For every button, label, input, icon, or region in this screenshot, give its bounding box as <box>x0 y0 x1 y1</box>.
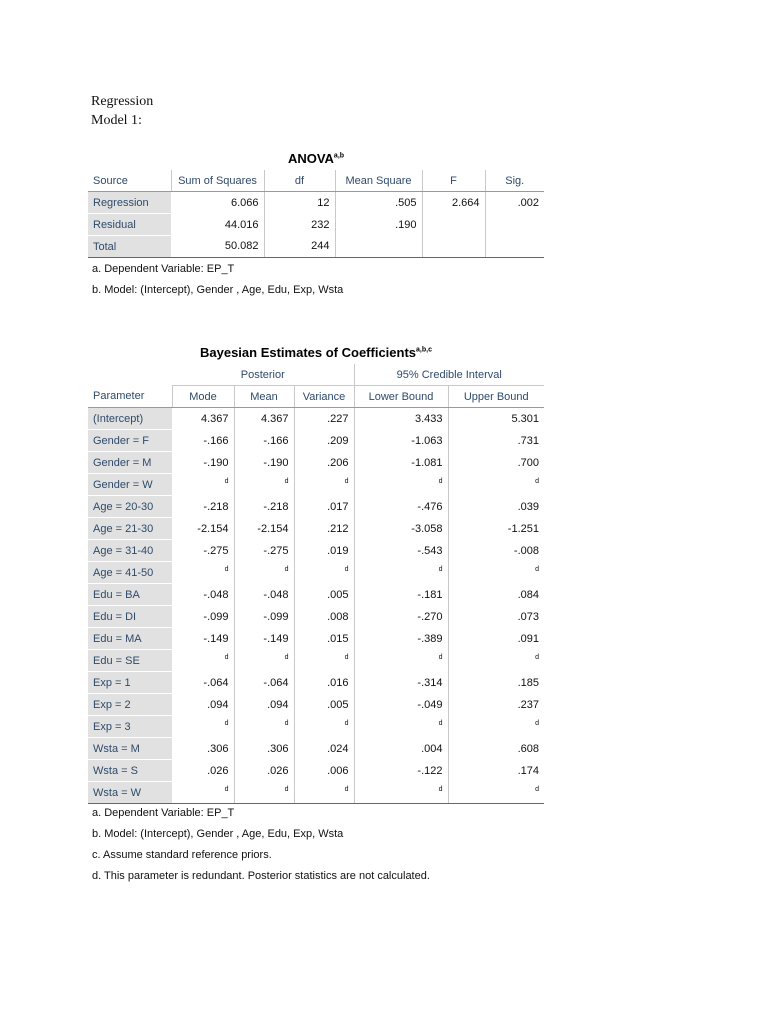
bayes-header-lower-bound: Lower Bound <box>354 386 448 408</box>
table-row <box>88 214 544 236</box>
cell: .008 <box>294 606 354 628</box>
bayes-header-mean: Mean <box>234 386 294 408</box>
table-row <box>88 650 544 672</box>
row-label: Exp = 2 <box>88 694 172 716</box>
cell: .017 <box>294 496 354 518</box>
cell: 4.367 <box>234 408 294 430</box>
redundant-cell <box>354 716 448 738</box>
bayes-title-footnote: a,b,c <box>416 346 432 354</box>
redundant-footnote-mark: d <box>535 478 539 486</box>
redundant-footnote-mark: d <box>535 566 539 574</box>
redundant-cell <box>294 562 354 584</box>
cell: .016 <box>294 672 354 694</box>
redundant-footnote-mark: d <box>438 785 443 793</box>
cell: .185 <box>448 672 544 694</box>
cell: -.008 <box>448 540 544 562</box>
cell: 44.016 <box>224 218 259 231</box>
cell: .094 <box>207 698 229 711</box>
cell: -.064 <box>203 676 229 689</box>
row-label: Gender = W <box>88 474 172 496</box>
redundant-cell <box>354 782 448 804</box>
cell: -.048 <box>234 584 294 606</box>
group-header-credible-interval: 95% Credible Interval <box>354 364 544 386</box>
bayes-footnote-a: a. Dependent Variable: EP_T <box>92 807 235 819</box>
row-label: Wsta = W <box>88 782 172 804</box>
row-label: (Intercept) <box>88 408 172 430</box>
cell: -2.154 <box>197 522 229 535</box>
row-label: Age = 41-50 <box>88 562 172 584</box>
section-heading: Regression <box>91 94 154 109</box>
bayes-group-header-row <box>88 364 544 386</box>
cell: -.389 <box>354 628 448 650</box>
redundant-footnote-mark: d <box>344 654 349 662</box>
redundant-footnote-mark: d <box>438 720 443 728</box>
redundant-cell <box>448 782 544 804</box>
table-row <box>88 628 544 650</box>
cell: -.543 <box>354 540 448 562</box>
cell: .019 <box>294 540 354 562</box>
cell <box>335 236 422 258</box>
cell: .209 <box>294 430 354 452</box>
cell: .094 <box>234 694 294 716</box>
anova-title-footnote: a,b <box>333 152 345 160</box>
anova-header-ss: Sum of Squares <box>171 170 264 192</box>
cell: 3.433 <box>354 408 448 430</box>
anova-table <box>88 170 544 258</box>
cell: .700 <box>448 452 544 474</box>
redundant-cell <box>234 782 294 804</box>
bayes-header-mode: Mode <box>172 386 234 408</box>
redundant-cell <box>448 650 544 672</box>
bayes-body <box>88 408 544 804</box>
cell: .084 <box>448 584 544 606</box>
table-row <box>88 584 544 606</box>
row-label: Edu = DI <box>88 606 172 628</box>
cell: .174 <box>448 760 544 782</box>
row-label: Edu = SE <box>88 650 172 672</box>
cell: -.099 <box>234 606 294 628</box>
row-label: Gender = F <box>88 430 172 452</box>
cell: -.048 <box>203 588 229 601</box>
cell: .073 <box>448 606 544 628</box>
bayes-header-parameter: Parameter <box>88 386 172 408</box>
cell: .015 <box>294 628 354 650</box>
cell <box>422 236 485 258</box>
cell: .206 <box>294 452 354 474</box>
table-row <box>88 496 544 518</box>
cell: -.149 <box>203 632 229 645</box>
row-label: Total <box>88 236 171 258</box>
cell: -.181 <box>354 584 448 606</box>
redundant-cell <box>234 716 294 738</box>
redundant-cell <box>448 474 544 496</box>
cell: 50.082 <box>171 236 264 258</box>
redundant-footnote-mark: d <box>438 654 443 662</box>
cell: .026 <box>207 764 229 777</box>
cell: .002 <box>485 192 544 214</box>
redundant-footnote-mark: d <box>224 654 229 662</box>
redundant-cell <box>294 782 354 804</box>
anova-header-f: F <box>422 170 485 192</box>
redundant-footnote-mark: d <box>224 566 229 574</box>
redundant-cell <box>234 650 294 672</box>
bayes-header-variance: Variance <box>294 386 354 408</box>
cell: -3.058 <box>354 518 448 540</box>
table-row <box>88 408 544 430</box>
cell: -.314 <box>354 672 448 694</box>
table-row <box>88 672 544 694</box>
table-row <box>88 474 544 496</box>
redundant-cell <box>172 474 234 496</box>
cell: .004 <box>354 738 448 760</box>
cell: 2.664 <box>422 192 485 214</box>
redundant-footnote-mark: d <box>224 478 229 486</box>
bayes-table <box>88 364 544 804</box>
row-label: Wsta = S <box>88 760 172 782</box>
cell: -1.063 <box>354 430 448 452</box>
table-row <box>88 760 544 782</box>
row-label: Residual <box>88 214 171 236</box>
table-row <box>88 606 544 628</box>
cell: -.218 <box>234 496 294 518</box>
row-label: Wsta = M <box>88 738 172 760</box>
cell: .039 <box>448 496 544 518</box>
cell: .306 <box>207 742 229 755</box>
anova-header-sig: Sig. <box>485 170 544 192</box>
cell: -1.081 <box>354 452 448 474</box>
anova-footnote-b: b. Model: (Intercept), Gender , Age, Edu, Exp, Wsta <box>92 284 344 296</box>
redundant-cell <box>448 562 544 584</box>
cell: .731 <box>448 430 544 452</box>
cell: 5.301 <box>448 408 544 430</box>
table-row <box>88 236 544 258</box>
redundant-footnote-mark: d <box>224 785 229 793</box>
cell <box>485 236 544 258</box>
redundant-footnote-mark: d <box>284 566 289 574</box>
redundant-cell <box>294 716 354 738</box>
redundant-cell <box>294 474 354 496</box>
redundant-footnote-mark: d <box>224 720 229 728</box>
redundant-cell <box>448 716 544 738</box>
cell: -.166 <box>234 430 294 452</box>
redundant-footnote-mark: d <box>535 785 539 793</box>
redundant-footnote-mark: d <box>344 478 349 486</box>
row-label: Regression <box>88 192 171 214</box>
row-label: Exp = 3 <box>88 716 172 738</box>
redundant-cell <box>294 650 354 672</box>
cell: .227 <box>294 408 354 430</box>
anova-footnote-a: a. Dependent Variable: EP_T <box>92 263 235 275</box>
cell: -.099 <box>203 610 229 623</box>
cell: -.476 <box>354 496 448 518</box>
cell: -.275 <box>234 540 294 562</box>
table-row <box>88 192 544 214</box>
cell: .005 <box>294 694 354 716</box>
cell: -.149 <box>234 628 294 650</box>
bayes-title: Bayesian Estimates of Coefficients$^{a,b,c}$ <box>200 345 432 360</box>
cell: -.218 <box>203 500 229 513</box>
anova-header-row <box>88 170 544 192</box>
cell: 244 <box>264 236 335 258</box>
cell: -2.154 <box>234 518 294 540</box>
redundant-footnote-mark: d <box>284 654 289 662</box>
redundant-footnote-mark: d <box>438 566 443 574</box>
cell: -.275 <box>203 544 229 557</box>
cell: -1.251 <box>448 518 544 540</box>
cell: -.122 <box>354 760 448 782</box>
row-label: Age = 21-30 <box>88 518 172 540</box>
cell: .006 <box>294 760 354 782</box>
row-label: Edu = BA <box>88 584 172 606</box>
anova-header-ms: Mean Square <box>335 170 422 192</box>
cell: -.049 <box>354 694 448 716</box>
cell: .026 <box>234 760 294 782</box>
cell: .237 <box>448 694 544 716</box>
row-label: Age = 20-30 <box>88 496 172 518</box>
table-row <box>88 430 544 452</box>
cell: -.166 <box>203 434 229 447</box>
anova-header-source: Source <box>88 170 171 192</box>
table-row <box>88 452 544 474</box>
redundant-footnote-mark: d <box>344 566 349 574</box>
redundant-footnote-mark: d <box>284 785 289 793</box>
redundant-cell <box>354 650 448 672</box>
redundant-cell <box>234 474 294 496</box>
anova-title: ANOVA$^{a,b}$ <box>287 151 345 166</box>
cell: .005 <box>294 584 354 606</box>
model-heading: Model 1: <box>91 113 142 128</box>
bayes-footnote-c: c. Assume standard reference priors. <box>92 849 272 861</box>
redundant-footnote-mark: d <box>284 720 289 728</box>
table-row <box>88 562 544 584</box>
table-row <box>88 694 544 716</box>
cell: .306 <box>234 738 294 760</box>
redundant-cell <box>354 474 448 496</box>
cell <box>485 214 544 236</box>
cell: 6.066 <box>230 196 259 209</box>
cell: -.270 <box>354 606 448 628</box>
anova-header-df: df <box>264 170 335 192</box>
cell: .190 <box>335 214 422 236</box>
row-label: Edu = MA <box>88 628 172 650</box>
cell: .212 <box>294 518 354 540</box>
redundant-cell <box>172 650 234 672</box>
cell: -.190 <box>234 452 294 474</box>
cell: .505 <box>335 192 422 214</box>
bayes-header-upper-bound: Upper Bound <box>448 386 544 408</box>
group-header-posterior: Posterior <box>172 364 354 386</box>
redundant-footnote-mark: d <box>284 478 289 486</box>
cell: -.064 <box>234 672 294 694</box>
row-label: Exp = 1 <box>88 672 172 694</box>
row-label: Age = 31-40 <box>88 540 172 562</box>
cell: 12 <box>264 192 335 214</box>
cell: 4.367 <box>200 412 229 425</box>
redundant-cell <box>234 562 294 584</box>
redundant-footnote-mark: d <box>438 478 443 486</box>
table-row <box>88 518 544 540</box>
table-row <box>88 782 544 804</box>
bayes-footnote-d: d. This parameter is redundant. Posterior statistics are not calculated. <box>92 870 430 882</box>
cell: .608 <box>448 738 544 760</box>
redundant-footnote-mark: d <box>344 785 349 793</box>
cell: .091 <box>448 628 544 650</box>
redundant-cell <box>172 716 234 738</box>
redundant-footnote-mark: d <box>344 720 349 728</box>
table-row <box>88 716 544 738</box>
row-label: Gender = M <box>88 452 172 474</box>
cell <box>422 214 485 236</box>
cell: -.190 <box>203 456 229 469</box>
cell: .024 <box>294 738 354 760</box>
redundant-cell <box>354 562 448 584</box>
cell: 232 <box>264 214 335 236</box>
redundant-cell <box>172 782 234 804</box>
redundant-footnote-mark: d <box>535 654 539 662</box>
table-row <box>88 738 544 760</box>
redundant-footnote-mark: d <box>535 720 539 728</box>
bayes-footnote-b: b. Model: (Intercept), Gender , Age, Edu, Exp, Wsta <box>92 828 344 840</box>
redundant-cell <box>172 562 234 584</box>
table-row <box>88 540 544 562</box>
bayes-header-row <box>88 386 544 408</box>
